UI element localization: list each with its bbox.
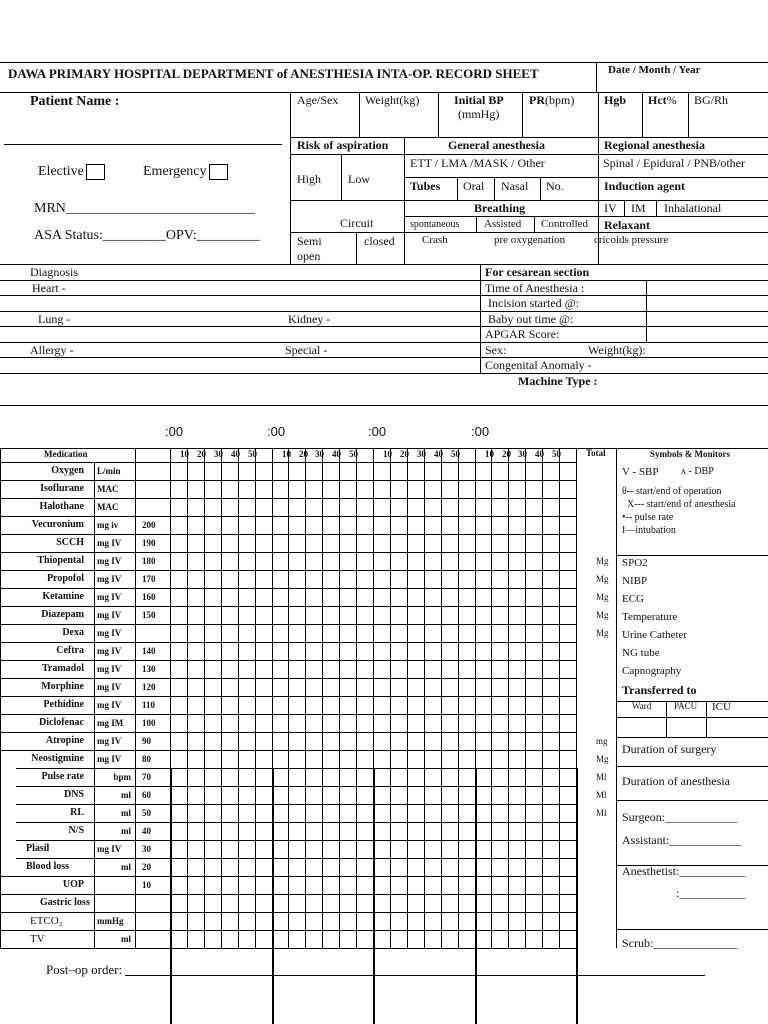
time-tick-label: 30	[417, 449, 426, 459]
circuit-label: Circuit	[340, 216, 374, 230]
hgb-label: Hgb	[604, 93, 627, 107]
time-tick-label: 20	[197, 449, 206, 459]
chart-row-name: Oxygen	[51, 465, 84, 476]
kidney-label: Kidney -	[288, 312, 331, 326]
anesthetist-field[interactable]: Anesthetist:___________	[622, 864, 746, 878]
chart-row-unit: mg IV	[97, 646, 122, 656]
chart-row-unit: mg IV	[97, 574, 122, 584]
chart-total-unit: Mg	[596, 556, 609, 566]
duration-anesthesia-label: Duration of anesthesia	[622, 774, 730, 788]
crash-induction[interactable]: Crash	[422, 234, 448, 246]
heart-label: Heart -	[32, 281, 66, 295]
monitor-capnography[interactable]: Capnography	[622, 665, 682, 677]
time-label-2: :00	[267, 424, 286, 439]
incision-label: Incision started @:	[488, 296, 580, 310]
elective-option[interactable]: Elective	[38, 164, 105, 180]
chart-scale-value: 150	[142, 610, 156, 620]
hct-label: Hct%	[648, 93, 677, 107]
chart-row-name: Isoflurane	[40, 483, 84, 494]
time-tick-label: 10	[485, 449, 494, 459]
chart-row-name: Ketamine	[42, 591, 84, 602]
breathing-assisted[interactable]: Assisted	[484, 218, 522, 230]
time-tick-label: 20	[299, 449, 308, 459]
chart-scale-value: 190	[142, 538, 156, 548]
diagnosis-label: Diagnosis	[30, 265, 78, 279]
chart-total-unit: Mg	[596, 574, 609, 584]
chart-row-name: Propofol	[46, 573, 84, 584]
chart-row-unit: ml	[121, 808, 131, 818]
chart-row-unit: mg IV	[97, 844, 122, 854]
intubation-symbol: I—intubation	[622, 525, 676, 536]
chart-total-unit: Mg	[596, 610, 609, 620]
pulse-symbol: •-- pulse rate	[622, 512, 674, 523]
chart-row-unit: mg IV	[97, 682, 122, 692]
monitor-temperature[interactable]: Temperature	[622, 611, 678, 623]
chart-row-name: ETCO₂	[30, 915, 63, 927]
tube-oral[interactable]: Oral	[463, 179, 485, 193]
monitor-ng-tube[interactable]: NG tube	[622, 647, 660, 659]
special-label: Special -	[285, 343, 328, 357]
aspiration-high[interactable]: High	[297, 172, 321, 186]
chart-scale-value: 60	[142, 790, 151, 800]
mrn-field[interactable]: MRN___________________________	[34, 201, 255, 216]
transfer-pacu[interactable]: PACU	[674, 701, 698, 711]
chart-row-unit: mg IV	[97, 538, 122, 548]
time-tick-label: 50	[349, 449, 358, 459]
chart-scale-value: 140	[142, 646, 156, 656]
chart-row-name: UOP	[62, 879, 84, 890]
time-label-4: :00	[471, 424, 490, 439]
chart-scale-value: 130	[142, 664, 156, 674]
chart-scale-value: 70	[142, 772, 151, 782]
initial-bp-unit: (mmHg)	[458, 107, 500, 121]
time-tick-label: 20	[400, 449, 409, 459]
chart-row-name: Diclofenac	[39, 717, 84, 728]
induction-im[interactable]: IM	[631, 201, 646, 215]
scrub-field[interactable]: Scrub:______________	[622, 936, 738, 950]
time-tick-label: 40	[434, 449, 443, 459]
time-tick-label: 10	[282, 449, 291, 459]
relaxant-label: Relaxant	[604, 218, 650, 232]
asa-opv-field[interactable]: ASA Status:_________OPV:_________	[34, 228, 260, 243]
dbp-symbol: ʌ - DBP	[681, 466, 714, 477]
circuit-closed[interactable]: closed	[364, 234, 395, 248]
time-tick-label: 10	[180, 449, 189, 459]
chart-row-unit: L/min	[97, 466, 121, 476]
chart-row-name: Plasil	[26, 843, 50, 854]
tube-number[interactable]: No.	[546, 179, 564, 193]
chart-row-unit: mg iv	[97, 520, 119, 530]
chart-row-name: Neostigmine	[31, 753, 84, 764]
induction-iv[interactable]: IV	[604, 201, 617, 215]
chart-row-unit: mg IV	[97, 628, 122, 638]
chart-total-unit: Ml	[596, 772, 607, 782]
time-tick-label: 30	[518, 449, 527, 459]
transfer-ward[interactable]: Ward	[632, 701, 652, 711]
anesthesia-time-label: Time of Anesthesia :	[485, 281, 585, 295]
breathing-spontaneous[interactable]: spontaneous	[410, 219, 460, 230]
chart-total-unit: Mg	[596, 628, 609, 638]
chart-total-unit: Ml	[596, 808, 607, 818]
chart-row-name: Blood loss	[26, 861, 70, 872]
time-tick-label: 30	[315, 449, 324, 459]
monitor-spo2[interactable]: SPO2	[622, 557, 648, 569]
regional-types[interactable]: Spinal / Epidural / PNB/other	[603, 156, 745, 170]
airway-options[interactable]: ETT / LMA /MASK / Other	[410, 156, 545, 170]
general-anesthesia-label: General anesthesia	[448, 138, 545, 152]
chart-row-unit: bpm	[113, 772, 131, 782]
time-tick-label: 50	[451, 449, 460, 459]
chart-scale-value: 20	[142, 862, 151, 872]
chart-row-name: Pulse rate	[41, 771, 84, 782]
monitor-urine-catheter[interactable]: Urine Catheter	[622, 629, 688, 641]
chart-row-name: Ceftra	[56, 645, 84, 656]
chart-row-unit: mg IV	[97, 610, 122, 620]
chart-total-unit: Mg	[596, 754, 609, 764]
chart-row-unit: ml	[121, 862, 131, 872]
chart-row-unit: mg IM	[97, 718, 124, 728]
time-tick-label: 50	[248, 449, 257, 459]
initial-bp-label: Initial BP	[454, 93, 504, 107]
chart-row-name: Atropine	[45, 735, 84, 746]
bg-rh-label: BG/Rh	[694, 93, 729, 107]
date-label: Date / Month / Year	[608, 64, 701, 76]
transferred-to-label: Transferred to	[622, 683, 697, 697]
time-tick-label: 20	[502, 449, 511, 459]
chart-row-unit: mg IV	[97, 736, 122, 746]
lung-label: Lung -	[38, 312, 71, 326]
chart-row-unit: mg IV	[97, 664, 122, 674]
chart-row-unit: ml	[121, 934, 131, 944]
chart-row-unit: MAC	[97, 484, 119, 494]
chart-row-unit: mg IV	[97, 754, 122, 764]
aspiration-label: Risk of aspiration	[297, 138, 389, 152]
transfer-icu[interactable]: ICU	[712, 701, 731, 713]
chart-row-name: Morphine	[41, 681, 84, 692]
emergency-option[interactable]: Emergency	[143, 164, 228, 180]
chart-row-unit: ml	[121, 826, 131, 836]
monitors-header: Symbols & Monitors	[650, 449, 731, 459]
chart-row-name: Pethidine	[43, 699, 84, 710]
chart-row-name: Dexa	[62, 627, 84, 638]
induction-agent-label: Induction agent	[604, 179, 686, 193]
chart-scale-value: 80	[142, 754, 151, 764]
time-tick-label: 30	[214, 449, 223, 459]
circuit-open[interactable]: open	[297, 249, 321, 263]
operation-symbol: θ-- start/end of operation	[622, 486, 722, 497]
time-label-1: :00	[165, 424, 184, 439]
cesarean-title: For cesarean section	[485, 265, 590, 279]
chart-row-unit: mg IV	[97, 700, 122, 710]
time-tick-label: 40	[231, 449, 240, 459]
emergency-checkbox[interactable]	[209, 164, 228, 180]
allergy-label: Allergy -	[30, 343, 74, 357]
anesthesia-symbol: X--- start/end of anesthesia	[627, 499, 736, 510]
sbp-symbol: V - SBP	[622, 466, 659, 478]
chart-row-name: Vecuronium	[31, 519, 84, 530]
anomaly-label: Congenital Anomaly -	[485, 358, 592, 372]
time-tick-label: 40	[332, 449, 341, 459]
total-header: Total	[586, 448, 606, 458]
chart-row-name: N/S	[68, 825, 84, 836]
chart-row-name: SCCH	[56, 537, 84, 548]
age-sex-label: Age/Sex	[297, 93, 339, 107]
chart-row-unit: MAC	[97, 502, 119, 512]
chart-scale-value: 200	[142, 520, 156, 530]
sex-label: Sex:	[485, 343, 507, 357]
chart-row-unit: ml	[121, 790, 131, 800]
monitor-ecg[interactable]: ECG	[622, 593, 644, 605]
chart-row-name: TV	[30, 933, 45, 945]
chart-row-name: Tramadol	[41, 663, 84, 674]
machine-type-label: Machine Type :	[518, 374, 598, 388]
regional-anesthesia-label: Regional anesthesia	[604, 138, 706, 152]
chart-scale-value: 120	[142, 682, 156, 692]
chart-row-name: DNS	[63, 789, 84, 800]
chart-row-unit: mg IV	[97, 592, 122, 602]
chart-total-unit: Mg	[596, 592, 609, 602]
chart-row-name: Thiopental	[37, 555, 84, 566]
elective-checkbox[interactable]	[86, 164, 105, 180]
chart-scale-value: 110	[142, 700, 156, 710]
chart-scale-value: 30	[142, 844, 151, 854]
chart-row-unit: mg IV	[97, 556, 122, 566]
baby-out-label: Baby out time @:	[488, 312, 574, 326]
chart-scale-value: 40	[142, 826, 151, 836]
chart-scale-value: 90	[142, 736, 151, 746]
form-title: DAWA PRIMARY HOSPITAL DEPARTMENT of ANESTHESIA INTA-OP. RECORD SHEET	[8, 66, 539, 81]
induction-inhalational[interactable]: Inhalational	[664, 201, 722, 215]
baby-weight-label: Weight(kg):	[588, 343, 646, 357]
chart-total-unit: mg	[596, 736, 608, 746]
time-tick-label: 10	[383, 449, 392, 459]
chart-scale-value: 50	[142, 808, 151, 818]
surgeon-field[interactable]: Surgeon:____________	[622, 810, 738, 824]
duration-surgery-label: Duration of surgery	[622, 742, 717, 756]
medication-header: Medication	[44, 449, 88, 459]
postop-order-label: Post–op order:	[46, 962, 123, 977]
patient-name-label: Patient Name :	[30, 94, 120, 109]
chart-scale-value: 180	[142, 556, 156, 566]
tubes-label: Tubes	[410, 179, 441, 193]
chart-scale-value: 170	[142, 574, 156, 584]
time-tick-label: 40	[535, 449, 544, 459]
apgar-label: APGAR Score:	[485, 327, 560, 341]
cricoid-pressure[interactable]: cricoids pressure	[594, 234, 669, 246]
time-tick-label: 50	[552, 449, 561, 459]
circuit-semi[interactable]: Semi	[297, 234, 322, 248]
chart-scale-value: 100	[142, 718, 156, 728]
chart-scale-value: 160	[142, 592, 156, 602]
breathing-controlled[interactable]: Controlled	[541, 218, 589, 230]
chart-row-name: Halothane	[39, 501, 84, 512]
breathing-label: Breathing	[474, 201, 526, 215]
monitor-nibp[interactable]: NIBP	[622, 575, 648, 587]
chart-row-unit: mmHg	[97, 916, 124, 926]
aspiration-low[interactable]: Low	[348, 172, 370, 186]
chart-row-name: Gastric loss	[40, 897, 90, 908]
chart-scale-value: 10	[142, 880, 151, 890]
pr-label: PR(bpm)	[529, 93, 575, 107]
anesthetist-field-2[interactable]: :___________	[676, 886, 746, 900]
tube-nasal[interactable]: Nasal	[501, 179, 529, 193]
weight-label: Weight(kg)	[365, 93, 420, 107]
postop-order-line[interactable]	[125, 975, 705, 976]
assistant-field[interactable]: Assistant:____________	[622, 833, 742, 847]
pre-oxygenation[interactable]: pre oxygenation	[494, 234, 566, 246]
chart-row-name: RL	[70, 807, 84, 818]
chart-row-name: Diazepam	[41, 609, 84, 620]
time-label-3: :00	[368, 424, 387, 439]
chart-total-unit: Ml	[596, 790, 607, 800]
